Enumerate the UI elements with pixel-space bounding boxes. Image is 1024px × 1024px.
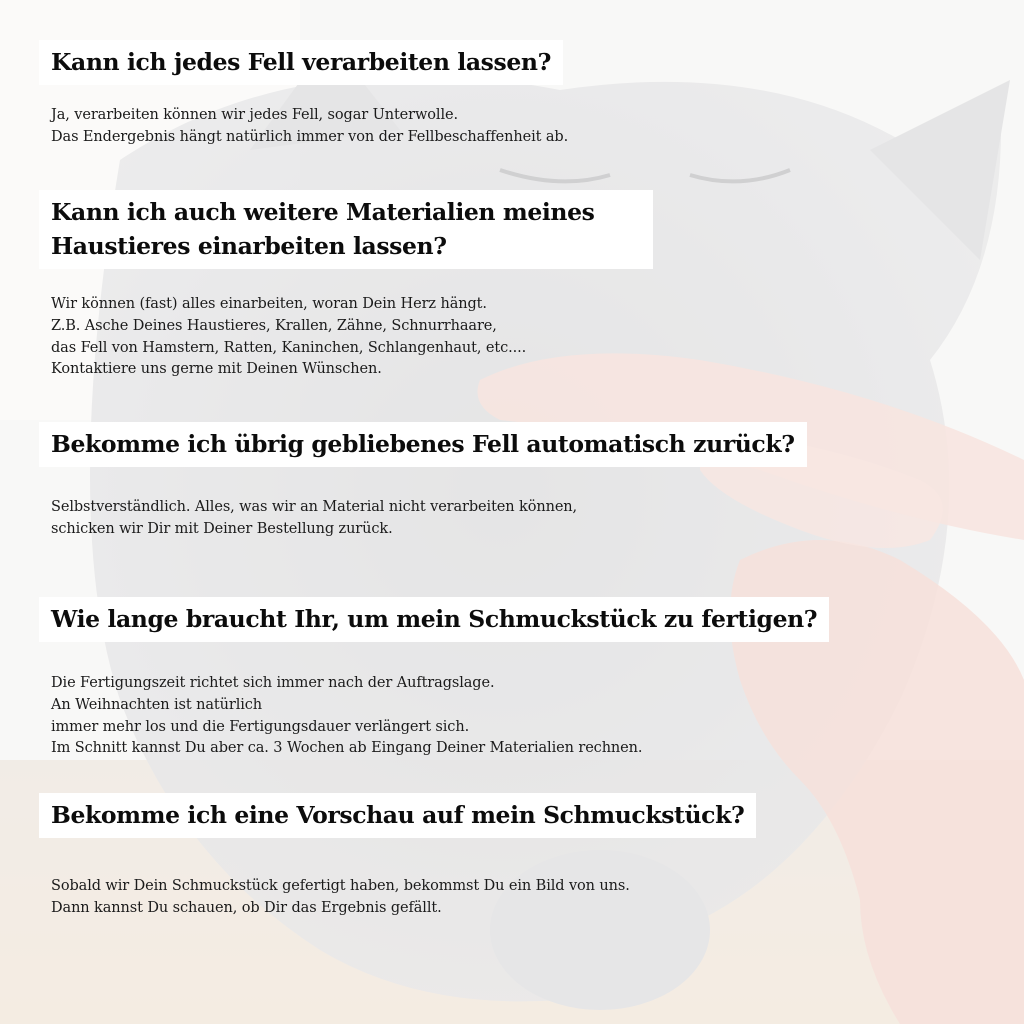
faq-answer-4-line-4: Im Schnitt kannst Du aber ca. 3 Wochen ab Eingang Deiner Materialien rechnen.: [51, 740, 643, 757]
faq-answer-3-line-2: schicken wir Dir mit Deiner Bestellung zurück.: [51, 520, 393, 537]
faq-question-1: Kann ich jedes Fell verarbeiten lassen?: [39, 40, 563, 85]
faq-question-2: [39, 190, 653, 269]
faq-answer-4-line-2: An Weihnachten ist natürlich: [51, 696, 263, 713]
faq-question-2-line-2: Haustieres einarbeiten lassen?: [51, 232, 447, 260]
faq-answer-5: [51, 876, 630, 920]
faq-answer-1-line-2: Das Endergebnis hängt natürlich immer von der Fellbeschaffenheit ab.: [51, 128, 569, 145]
faq-answer-5-line-1: Sobald wir Dein Schmuckstück gefertigt haben, bekommst Du ein Bild von uns.: [51, 878, 630, 894]
faq-question-3: Bekomme ich übrig gebliebenes Fell automatisch zurück?: [39, 422, 807, 467]
faq-answer-3: [51, 497, 577, 541]
faq-question-2-line-1: Kann ich auch weitere Materialien meines: [51, 198, 595, 226]
faq-answer-1-line-1: Ja, verarbeiten können wir jedes Fell, sogar Unterwolle.: [51, 107, 458, 123]
faq-answer-4-line-3: immer mehr los und die Fertigungsdauer verlängert sich.: [51, 718, 470, 735]
faq-answer-4: [51, 673, 642, 760]
faq-answer-2-line-1: Wir können (fast) alles einarbeiten, woran Dein Herz hängt.: [51, 296, 487, 312]
faq-question-4: Wie lange braucht Ihr, um mein Schmuckstück zu fertigen?: [39, 597, 829, 642]
faq-answer-2: [51, 294, 526, 381]
faq-answer-1: [51, 105, 568, 149]
faq-answer-2-line-4: Kontaktiere uns gerne mit Deinen Wünschen.: [51, 361, 382, 378]
faq-question-5: Bekomme ich eine Vorschau auf mein Schmuckstück?: [39, 793, 756, 838]
faq-answer-2-line-3: das Fell von Hamstern, Ratten, Kaninchen, Schlangenhaut, etc....: [51, 339, 527, 356]
faq-answer-2-line-2: Z.B. Asche Deines Haustieres, Krallen, Zähne, Schnurrhaare,: [51, 317, 497, 334]
faq-answer-3-line-1: Selbstverständlich. Alles, was wir an Material nicht verarbeiten können,: [51, 499, 578, 515]
faq-answer-4-line-1: Die Fertigungszeit richtet sich immer nach der Auftragslage.: [51, 675, 495, 691]
faq-answer-5-line-2: Dann kannst Du schauen, ob Dir das Ergebnis gefällt.: [51, 899, 442, 916]
